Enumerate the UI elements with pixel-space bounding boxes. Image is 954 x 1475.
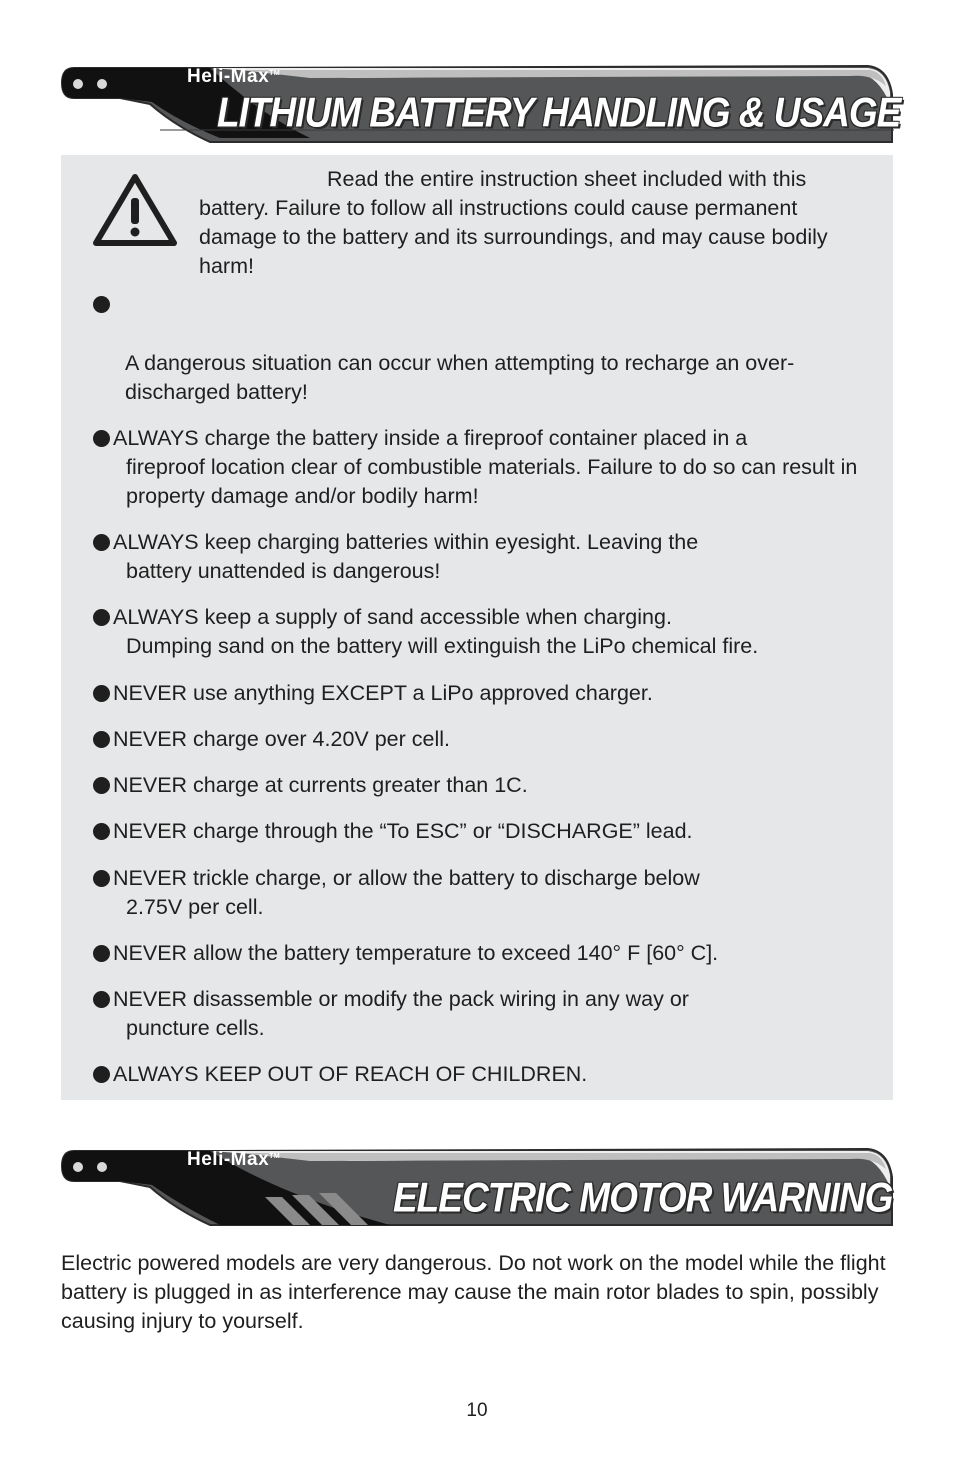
- list-item: ALWAYS KEEP OUT OF REACH OF CHILDREN.: [113, 1062, 588, 1086]
- list-item: NEVER charge over 4.20V per cell.: [113, 727, 450, 751]
- list-item: NEVER charge at currents greater than 1C.: [113, 773, 528, 797]
- list-item: NEVER trickle charge, or allow the battery to discharge below 2.75V per cell.: [113, 866, 700, 919]
- bullet-dot: [93, 296, 110, 313]
- bullet-dot: [93, 870, 110, 887]
- bullet-dot: [93, 777, 110, 794]
- section-banner-lithium: [60, 64, 901, 146]
- page-number: 10: [466, 1400, 488, 1421]
- list-item: ALWAYS keep charging batteries within eyesight. Leaving the battery unattended is dangerous!: [113, 530, 699, 583]
- over-discharge-text: A dangerous situation can occur when attempting to recharge an over-discharged battery!: [125, 351, 795, 404]
- bullet-dot: [93, 430, 110, 447]
- bullet-dot: [93, 991, 110, 1008]
- brand-logo: Heli-Max™: [187, 66, 281, 87]
- list-item: NEVER charge through the “To ESC” or “DISCHARGE” lead.: [113, 819, 693, 843]
- section-title: ELECTRIC MOTOR WARNING: [393, 1174, 893, 1221]
- brand-logo: Heli-Max™: [187, 1149, 281, 1170]
- bullet-dot: [93, 945, 110, 962]
- list-item: ALWAYS keep a supply of sand accessible when charging. Dumping sand on the battery will extinguish the LiPo chemical fire.: [113, 605, 759, 658]
- bullet-dot: [93, 731, 110, 748]
- bullet-dot: [93, 534, 110, 551]
- motor-warning-text: Electric powered models are very dangerous. Do not work on the model while the flight battery is plugged in as interference may cause the main rotor blades to spin, possibly causing injury to yourself.: [61, 1251, 886, 1333]
- list-item: NEVER disassemble or modify the pack wiring in any way or puncture cells.: [113, 987, 689, 1040]
- section-title: LITHIUM BATTERY HANDLING & USAGE: [217, 89, 901, 136]
- list-item: NEVER use anything EXCEPT a LiPo approved charger.: [113, 681, 653, 705]
- list-item: NEVER allow the battery temperature to exceed 140° F [60° C].: [113, 941, 719, 965]
- bullet-dot: [93, 685, 110, 702]
- intro-text: Read the entire instruction sheet included with this battery. Failure to follow all instructions could cause permanent damage to the battery and its surroundings, and may cause bodily harm!: [199, 167, 828, 278]
- section-banner-motor: [60, 1147, 894, 1229]
- list-item: ALWAYS charge the battery inside a fireproof container placed in a fireproof location clear of combustible materials. Failure to do so can result in property damage and/or bodily harm!: [113, 426, 858, 508]
- bullet-dot: [93, 823, 110, 840]
- bullet-dot: [93, 609, 110, 626]
- bullet-dot: [93, 1066, 110, 1083]
- warning-triangle-icon: [92, 172, 178, 248]
